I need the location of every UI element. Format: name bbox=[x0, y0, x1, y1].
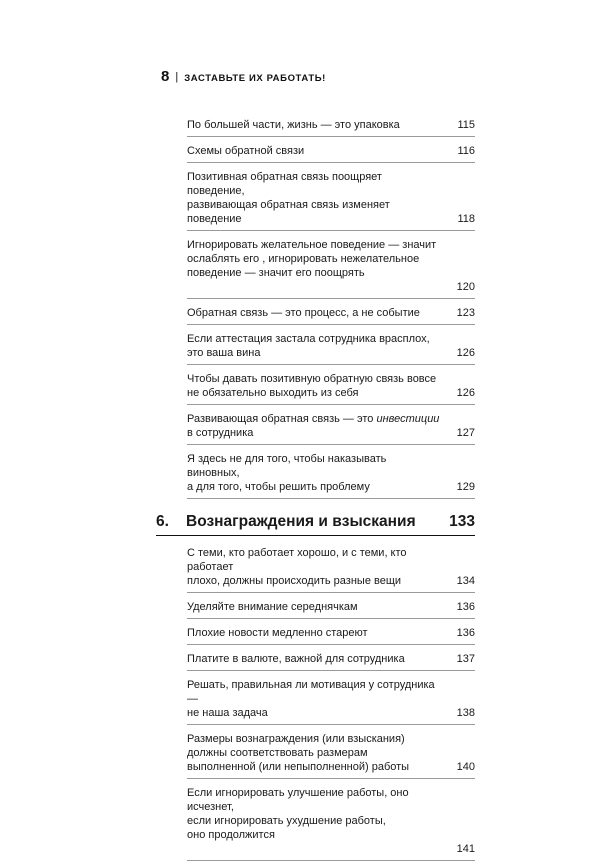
toc-entry-page: 140 bbox=[456, 761, 475, 773]
toc-entry-line: Если аттестация застала сотрудника врасплох, bbox=[187, 333, 430, 345]
page-number: 8 bbox=[161, 68, 170, 85]
toc-entry-page-line bbox=[187, 280, 441, 294]
toc-entry-title bbox=[187, 118, 475, 132]
toc-entry bbox=[187, 168, 475, 231]
toc-entry-line: должны соответствовать размерам bbox=[187, 747, 368, 759]
toc-entry-line: Позитивная обратная связь поощряет поведение, bbox=[187, 171, 382, 197]
toc-entry-page: 137 bbox=[456, 653, 475, 665]
toc-entry-line: не обязательно выходить из себя bbox=[187, 387, 359, 399]
toc-section-6-entries bbox=[187, 544, 475, 861]
toc-entry bbox=[187, 330, 475, 365]
chapter-title: Вознаграждения и взыскания bbox=[186, 513, 416, 530]
toc-entry-page: 126 bbox=[456, 347, 475, 359]
toc-entry-line: Я здесь не для того, чтобы наказывать виновных, bbox=[187, 453, 387, 479]
toc-entry-page: 115 bbox=[457, 119, 475, 131]
toc-entry-line: Чтобы давать позитивную обратную связь вовсе bbox=[187, 373, 437, 385]
toc-entry-title bbox=[187, 626, 475, 640]
toc-entry-text: Развивающая обратная связь — это bbox=[187, 413, 377, 425]
toc-entry bbox=[187, 730, 475, 779]
toc-entry-line: не наша задача bbox=[187, 707, 268, 719]
running-head-separator: | bbox=[175, 71, 179, 83]
toc-entry-page: 123 bbox=[456, 307, 475, 319]
toc-entry bbox=[187, 304, 475, 325]
toc-entry-line: Схемы обратной связи bbox=[187, 145, 305, 157]
toc-section-5-entries bbox=[187, 116, 475, 499]
toc-entry-text: в сотрудника bbox=[187, 427, 254, 439]
toc-entry-page: 126 bbox=[456, 387, 475, 399]
toc-entry-emphasis: инвестиции bbox=[376, 413, 440, 425]
toc-entry-title bbox=[187, 600, 475, 614]
toc-entry-title bbox=[187, 786, 475, 856]
toc-entry bbox=[187, 784, 475, 861]
toc-entry bbox=[187, 544, 475, 593]
toc-entry-line: выполненной (или непыполненной) работы bbox=[187, 761, 410, 773]
toc-entry bbox=[187, 370, 475, 405]
toc-entry-title bbox=[187, 372, 475, 400]
toc-entry-line: Плохие новости медленно стареют bbox=[187, 627, 368, 639]
toc-entry bbox=[187, 450, 475, 499]
toc-entry-title bbox=[187, 452, 475, 494]
toc-entry-title bbox=[187, 144, 475, 158]
toc-entry-line: Платите в валюте, важной для сотрудника bbox=[187, 653, 405, 665]
toc-entry-title bbox=[187, 238, 475, 294]
chapter-page: 133 bbox=[449, 513, 475, 530]
toc-entry-page: 118 bbox=[457, 213, 475, 225]
toc-entry-title bbox=[187, 546, 475, 588]
toc-entry-line: поведение — значит его поощрять bbox=[187, 267, 365, 279]
toc-entry-page-line bbox=[187, 842, 441, 856]
toc-entry-title bbox=[187, 652, 475, 666]
toc-entry-title bbox=[187, 306, 475, 320]
toc-entry-page: 138 bbox=[456, 707, 475, 719]
table-of-contents bbox=[156, 116, 475, 866]
toc-entry-title bbox=[187, 170, 475, 226]
toc-entry bbox=[187, 410, 475, 445]
toc-entry-line: Решать, правильная ли мотивация у сотрудника — bbox=[187, 679, 435, 705]
toc-entry-page: 116 bbox=[457, 145, 475, 157]
toc-entry-line: ослаблять его , игнорировать нежелательное bbox=[187, 253, 420, 265]
toc-entry bbox=[187, 116, 475, 137]
toc-entry-line: а для того, чтобы решить проблему bbox=[187, 481, 370, 493]
toc-entry-title bbox=[187, 732, 475, 774]
toc-entry bbox=[187, 650, 475, 671]
toc-entry-title bbox=[187, 678, 475, 720]
toc-entry-line: Игнорировать желательное поведение — значит bbox=[187, 239, 437, 251]
toc-entry bbox=[187, 598, 475, 619]
toc-entry-line: это ваша вина bbox=[187, 347, 261, 359]
toc-entry-line: плохо, должны происходить разные вещи bbox=[187, 575, 402, 587]
toc-entry bbox=[187, 676, 475, 725]
toc-entry-line: Если игнорировать улучшение работы, оно исчезнет, bbox=[187, 787, 409, 813]
toc-entry-page: 127 bbox=[456, 427, 475, 439]
toc-entry-line: С теми, кто работает хорошо, и с теми, кто работает bbox=[187, 547, 407, 573]
toc-entry-line: развивающая обратная связь изменяет поведение bbox=[187, 199, 390, 225]
toc-entry bbox=[187, 142, 475, 163]
toc-entry bbox=[187, 236, 475, 299]
running-head bbox=[161, 68, 326, 85]
toc-entry-line: Уделяйте внимание середнячкам bbox=[187, 601, 358, 613]
chapter-number: 6. bbox=[156, 513, 169, 530]
toc-entry-page: 134 bbox=[456, 575, 475, 587]
toc-entry-title bbox=[187, 332, 475, 360]
toc-entry-page: 136 bbox=[456, 601, 475, 613]
toc-entry-page: 129 bbox=[456, 481, 475, 493]
toc-entry-line: Размеры вознаграждения (или взыскания) bbox=[187, 733, 405, 745]
chapter-heading bbox=[156, 513, 475, 536]
toc-entry-line: Обратная связь — это процесс, а не событие bbox=[187, 307, 420, 319]
toc-entry-line: По большей части, жизнь — это упаковка bbox=[187, 119, 400, 131]
toc-entry-title bbox=[187, 412, 475, 440]
toc-entry-line: оно продолжится bbox=[187, 829, 275, 841]
toc-entry-page: 120 bbox=[456, 281, 475, 293]
toc-entry bbox=[187, 624, 475, 645]
toc-entry-page: 141 bbox=[456, 843, 475, 855]
running-head-title: ЗАСТАВЬТЕ ИХ РАБОТАТЬ! bbox=[184, 73, 326, 84]
toc-entry-line: если игнорировать ухудшение работы, bbox=[187, 815, 386, 827]
toc-entry-page: 136 bbox=[456, 627, 475, 639]
